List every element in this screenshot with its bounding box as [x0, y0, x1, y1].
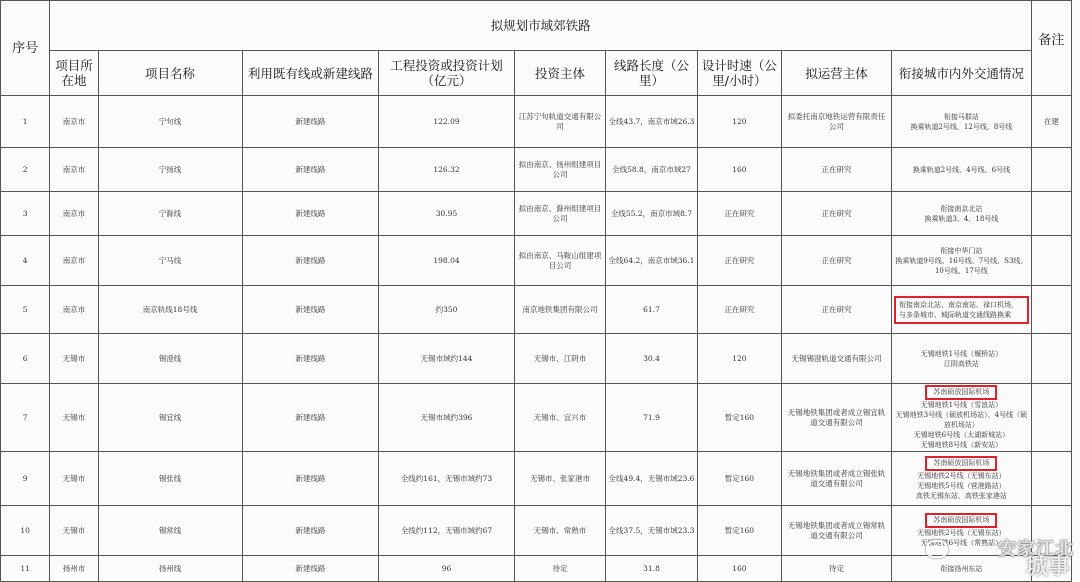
cell-seq: 2	[1, 148, 50, 192]
cell-speed: 160	[697, 148, 781, 192]
cell-operator: 正在研究	[782, 148, 892, 192]
cell-operator: 无锡地铁集团或者成立锡常轨道交通有限公司	[782, 506, 892, 556]
table-row	[1, 148, 1072, 192]
cell-investment: 全线约161，无锡市域约73	[379, 452, 515, 506]
cell-connection	[891, 192, 1031, 236]
cell-seq: 7	[1, 384, 50, 452]
cell-line-type: 新建线路	[242, 452, 379, 506]
cell-investor: 无锡市、张家港市	[514, 452, 605, 506]
watermark-text-2: 城事	[1025, 555, 1070, 580]
highlight-box: 苏南硕放国际机场	[925, 513, 997, 528]
cell-seq: 6	[1, 334, 50, 384]
header-name: 项目名称	[98, 51, 242, 96]
cell-speed: 160	[697, 556, 781, 582]
cell-line-type: 新建线路	[242, 286, 379, 334]
cell-speed: 正在研究	[697, 286, 781, 334]
cell-length: 全线58.8，南京市域27	[606, 148, 697, 192]
header-connection: 衔接城市内外交通情况	[891, 51, 1031, 96]
header-speed: 设计时速（公里/小时）	[697, 51, 781, 96]
cell-note	[1031, 452, 1071, 506]
header-length: 线路长度（公里）	[606, 51, 697, 96]
header-note: 备注	[1031, 1, 1071, 96]
header-seq: 序号	[1, 1, 50, 96]
table-row	[1, 452, 1072, 506]
connection-text: 无锡地铁1号线（雪浪站） 无锡地铁3号线（硕放机场站）、4号线（硕放机场站） 无锡地铁6号线（太湖新城站） 无锡地铁8号线（新安站）	[895, 401, 1028, 449]
table-row	[1, 506, 1072, 556]
cell-seq: 10	[1, 506, 50, 556]
cell-length: 全线37.5，无锡市域23.3	[606, 506, 697, 556]
cell-investment: 122.09	[379, 96, 515, 148]
wechat-icon	[926, 540, 948, 558]
cell-seq: 9	[1, 452, 50, 506]
cell-note	[1031, 286, 1071, 334]
cell-investor: 无锡市、宜兴市	[514, 384, 605, 452]
cell-seq: 3	[1, 192, 50, 236]
connection-text: 衔接马群站 换乘轨道2号线、12号线、8号线	[910, 112, 1013, 131]
cell-investor: 拟由南京、滁州组建项目公司	[514, 192, 605, 236]
cell-investment: 无锡市域约144	[379, 334, 515, 384]
connection-text: 衔接南京北站、南京南站、禄口机场，与多条城市、城际轨道交通线路换乘	[894, 296, 1029, 324]
cell-operator: 无锡地铁集团或者成立锡宜轨道交通有限公司	[782, 384, 892, 452]
cell-length: 71.9	[606, 384, 697, 452]
cell-note: 在建	[1031, 96, 1071, 148]
cell-investor: 无锡市、常熟市	[514, 506, 605, 556]
cell-speed: 正在研究	[697, 236, 781, 286]
cell-length: 全线49.4，无锡市域23.6	[606, 452, 697, 506]
table-row	[1, 192, 1072, 236]
cell-name: 宁扬线	[98, 148, 242, 192]
cell-connection	[891, 384, 1031, 452]
cell-name: 锡常线	[98, 506, 242, 556]
cell-line-type: 新建线路	[242, 334, 379, 384]
cell-operator: 正在研究	[782, 236, 892, 286]
connection-text: 无锡地铁2号线（无锡东站） 无锡地铁5号线（营港路站） 高铁无锡东站、高铁张家港站	[915, 472, 1007, 500]
cell-investor: 拟由南京、扬州组建项目公司	[514, 148, 605, 192]
cell-investment: 无锡市域约396	[379, 384, 515, 452]
cell-speed: 120	[697, 96, 781, 148]
cell-line-type: 新建线路	[242, 236, 379, 286]
table-row	[1, 384, 1072, 452]
cell-location: 扬州市	[50, 556, 98, 582]
cell-length: 30.4	[606, 334, 697, 384]
cell-location: 无锡市	[50, 506, 98, 556]
cell-seq: 5	[1, 286, 50, 334]
cell-location: 无锡市	[50, 384, 98, 452]
table-body	[1, 96, 1072, 582]
cell-length: 31.8	[606, 556, 697, 582]
cell-note	[1031, 148, 1071, 192]
cell-operator: 待定	[782, 556, 892, 582]
cell-location: 南京市	[50, 192, 98, 236]
cell-name: 锡张线	[98, 452, 242, 506]
table-row	[1, 286, 1072, 334]
cell-length: 全线43.7，南京市域26.3	[606, 96, 697, 148]
cell-speed: 120	[697, 334, 781, 384]
cell-note	[1031, 334, 1071, 384]
cell-note	[1031, 236, 1071, 286]
cell-line-type: 新建线路	[242, 384, 379, 452]
cell-investment: 126.32	[379, 148, 515, 192]
cell-location: 无锡市	[50, 334, 98, 384]
cell-location: 无锡市	[50, 452, 98, 506]
cell-name: 锡宜线	[98, 384, 242, 452]
cell-speed: 暂定160	[697, 384, 781, 452]
cell-name: 宁马线	[98, 236, 242, 286]
cell-operator: 拟委托南京地铁运营有限责任公司	[782, 96, 892, 148]
cell-name: 扬州线	[98, 556, 242, 582]
cell-speed: 正在研究	[697, 192, 781, 236]
cell-connection	[891, 148, 1031, 192]
cell-note	[1031, 192, 1071, 236]
table-row	[1, 556, 1072, 582]
highlight-box: 苏南硕放国际机场	[925, 456, 997, 471]
cell-investor: 待定	[514, 556, 605, 582]
cell-line-type: 新建线路	[242, 148, 379, 192]
cell-speed: 暂定160	[697, 506, 781, 556]
cell-length: 61.7	[606, 286, 697, 334]
cell-operator: 正在研究	[782, 192, 892, 236]
cell-length: 全线64.2，南京市域36.1	[606, 236, 697, 286]
cell-investment: 全线约112，无锡市域约67	[379, 506, 515, 556]
cell-connection	[891, 334, 1031, 384]
cell-note	[1031, 384, 1071, 452]
header-line-type: 利用既有线或新建线路	[242, 51, 379, 96]
connection-text: 衔接南京北站 换乘轨道3、4、18号线	[924, 204, 999, 223]
cell-location: 南京市	[50, 148, 98, 192]
cell-line-type: 新建线路	[242, 96, 379, 148]
cell-connection	[891, 236, 1031, 286]
cell-connection	[891, 96, 1031, 148]
highlight-box: 苏南硕放国际机场	[925, 385, 997, 400]
cell-name: 南京轨线18号线	[98, 286, 242, 334]
cell-line-type: 新建线路	[242, 506, 379, 556]
connection-text: 换乘轨道2号线、4号线、6号线	[912, 165, 1011, 174]
header-location: 项目所在地	[50, 51, 98, 96]
cell-name: 锡澄线	[98, 334, 242, 384]
cell-investment: 约350	[379, 286, 515, 334]
cell-operator: 正在研究	[782, 286, 892, 334]
cell-name: 宁句线	[98, 96, 242, 148]
cell-connection	[891, 452, 1031, 506]
cell-investment: 30.95	[379, 192, 515, 236]
cell-operator: 无锡锡澄轨道交通有限公司	[782, 334, 892, 384]
cell-operator: 无锡地铁集团或者成立锡张轨道交通有限公司	[782, 452, 892, 506]
cell-connection	[891, 286, 1031, 334]
header-operator: 拟运营主体	[782, 51, 892, 96]
cell-investor: 拟由南京、马鞍山组建项目公司	[514, 236, 605, 286]
header-group: 拟规划市域郊铁路	[50, 1, 1032, 51]
cell-investor: 南京地铁集团有限公司	[514, 286, 605, 334]
cell-line-type: 新建线路	[242, 192, 379, 236]
cell-seq: 4	[1, 236, 50, 286]
cell-investment: 96	[379, 556, 515, 582]
connection-text: 无锡地铁1号线（堰桥站） 江阴高铁站	[920, 349, 1003, 368]
cell-location: 南京市	[50, 236, 98, 286]
header-investor: 投资主体	[514, 51, 605, 96]
connection-text: 衔接中华门站 换乘轨道9号线、16号线、7号线、S3线、10号线、17号线	[895, 246, 1028, 275]
cell-location: 南京市	[50, 286, 98, 334]
watermark-text: 安家江北	[998, 539, 1074, 560]
cell-line-type: 新建线路	[242, 556, 379, 582]
connection-text: 衔接扬州东站	[940, 564, 983, 573]
table-row	[1, 236, 1072, 286]
header-investment: 工程投资或投资计划（亿元）	[379, 51, 515, 96]
cell-investor: 无锡市、江阴市	[514, 334, 605, 384]
table-row	[1, 334, 1072, 384]
cell-speed: 暂定160	[697, 452, 781, 506]
cell-investment: 198.04	[379, 236, 515, 286]
connection-text: 无锡地铁2号线（无锡东站） 无锡地铁6号线（常熟站）	[917, 529, 1006, 547]
cell-seq: 1	[1, 96, 50, 148]
cell-seq: 11	[1, 556, 50, 582]
cell-length: 全线55.2，南京市域8.7	[606, 192, 697, 236]
cell-investor: 江苏宁句轨道交通有限公司	[514, 96, 605, 148]
cell-location: 南京市	[50, 96, 98, 148]
cell-name: 宁滁线	[98, 192, 242, 236]
table-row	[1, 96, 1072, 148]
